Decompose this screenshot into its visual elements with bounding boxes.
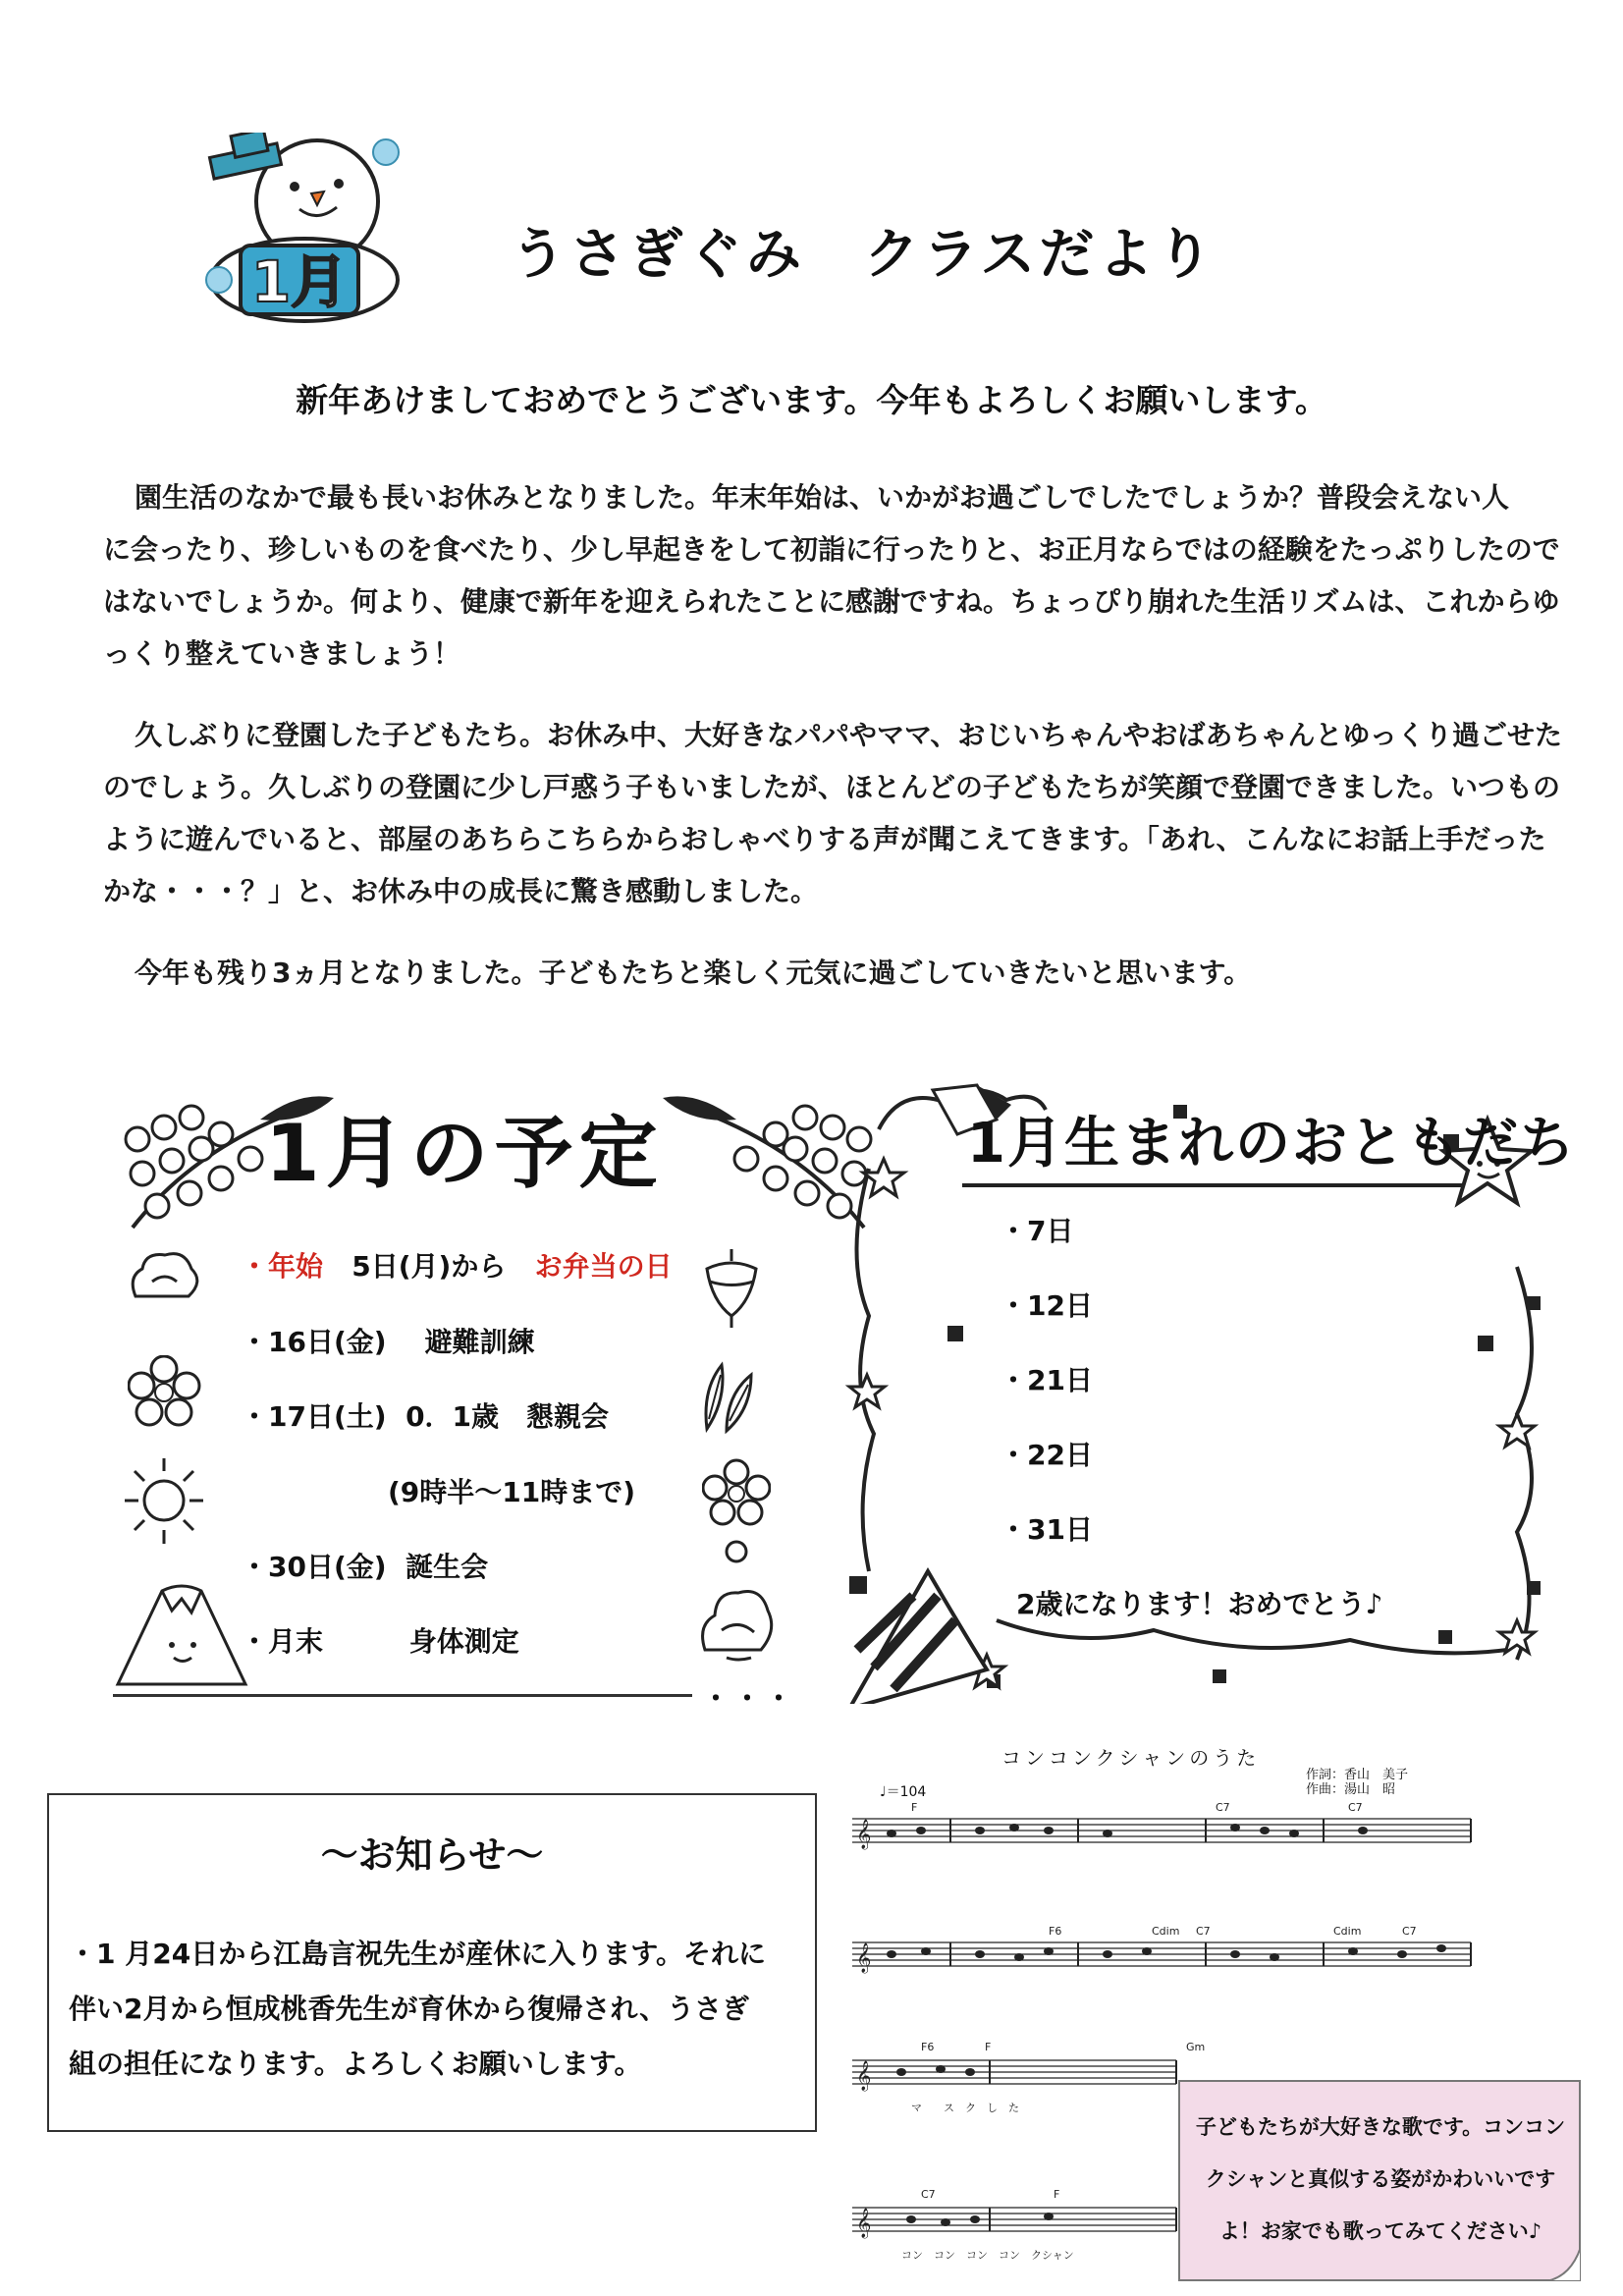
schedule-item-3-note: (9時半～11時まで) [388, 1476, 636, 1508]
schedule-item-5 [241, 1620, 519, 1660]
schedule-event: 0．1歳 懇親会 [406, 1400, 610, 1433]
chord-label: C7 [1402, 1925, 1417, 1938]
schedule-event: お弁当の日 [534, 1250, 673, 1283]
song-lyricist: 作詞：香山 美子 [1306, 1768, 1409, 1782]
chord-label: C7 [1348, 1801, 1363, 1814]
song-tempo: ♩＝104 [880, 1784, 927, 1800]
paragraph-1 [103, 471, 1560, 680]
song-composer: 作曲：湯山 昭 [1306, 1782, 1396, 1797]
pine-cloud-right-icon [697, 1581, 776, 1665]
chord-label: Cdim [1333, 1925, 1362, 1938]
svg-text:𝄞: 𝄞 [856, 1820, 872, 1849]
schedule-item-3 [241, 1395, 609, 1435]
chord-label: F6 [1049, 1925, 1062, 1938]
birthday-date-3: ・21日 [1000, 1364, 1093, 1396]
paragraph-3 [103, 947, 1546, 999]
song-title: コンコンクシャンのうた [1001, 1746, 1261, 1770]
schedule-bullet: ・ [241, 1551, 269, 1583]
paragraph-line: に会ったり、珍しいものを食べたり、少し早起きをして初詣に行ったりと、お正月ならではの経験をたっぷりしたので [103, 533, 1560, 566]
schedule-item-2 [241, 1321, 535, 1360]
mount-fuji-icon [113, 1571, 250, 1689]
chord-label: F [911, 1801, 918, 1814]
schedule-date: 5日(月)から [352, 1250, 507, 1283]
schedule-event: 身体測定 [408, 1625, 519, 1658]
paragraph-line: 今年も残り3ヵ月となりました。子どもたちと楽しく元気に過ごしていきたいと思います。 [135, 957, 1252, 989]
chord-label: F [1054, 2188, 1060, 2201]
page-curl-icon [1546, 2247, 1581, 2281]
schedule-event: 避難訓練 [424, 1326, 535, 1358]
page-title: うさぎぐみ クラスだより [511, 223, 1217, 287]
schedule-bullet: ・ [241, 1250, 269, 1283]
schedule-trailing-dots: ・・・ [702, 1682, 797, 1715]
schedule-date: 16日(金) [268, 1326, 387, 1358]
paragraph-line: かな・・・？」と、お休み中の成長に驚き感動しました。 [103, 875, 819, 907]
pine-cloud-icon [128, 1247, 201, 1306]
schedule-divider [113, 1694, 692, 1697]
plum-flower-small-icon [702, 1458, 771, 1566]
spinning-top-icon [702, 1247, 761, 1331]
notice-line: 組の担任になります。よろしくお願いします。 [69, 2048, 642, 2080]
notice-line: 伴い2月から恒成桃香先生が育休から復帰され、うさぎ [69, 1993, 750, 2025]
chord-label: F6 [921, 2041, 935, 2053]
song-note-line: クシャンと真似する姿がかわいいです [1205, 2167, 1556, 2191]
schedule-label: 年始 [268, 1250, 324, 1283]
birthday-title: 1月生まれのおともだち [967, 1112, 1577, 1175]
svg-text:𝄞: 𝄞 [856, 1943, 872, 1973]
plum-flower-icon [128, 1355, 201, 1429]
schedule-bullet: ・ [241, 1400, 269, 1433]
song-note-line: 子どもたちが大好きな歌です。コンコン [1195, 2115, 1566, 2139]
snowman-logo [201, 133, 407, 324]
paragraph-line: ように遊んでいると、部屋のあちらこちらからおしゃべりする声が聞こえてきます。「あれ、こんなにお話上手だった [103, 823, 1546, 855]
birthday-date-2: ・12日 [1000, 1289, 1093, 1322]
paragraph-line: 久しぶりに登園した子どもたち。お休み中、大好きなパパやママ、おじいちゃんやおばあちゃんとゆっくり過ごせた [135, 719, 1563, 751]
logo-month-text: 1月 [250, 248, 349, 315]
paragraph-line: のでしょう。久しぶりの登園に少し戸惑う子もいましたが、ほとんどの子どもたちが笑顔で登園できました。いつもの [103, 771, 1561, 803]
lyrics-line: マ ス ク し た [911, 2102, 1019, 2114]
song-note-text [1192, 2102, 1569, 2258]
paragraph-line: 園生活のなかで最も長いお休みとなりました。年末年始は、いかがお過ごしでしたでしょうか？普段会えない人 [135, 481, 1510, 514]
chord-label: C7 [921, 2188, 936, 2201]
bamboo-leaves-icon [697, 1360, 761, 1434]
chord-label: Gm [1186, 2041, 1206, 2053]
schedule-item-1 [241, 1245, 673, 1285]
chord-label: C7 [1196, 1925, 1211, 1938]
notice-text [69, 1927, 805, 2092]
schedule-event: 誕生会 [406, 1551, 489, 1583]
schedule-bullet: ・ [241, 1326, 269, 1358]
lyrics-line: コン コン コン コン クシャン [901, 2249, 1074, 2262]
chord-label: Cdim [1152, 1925, 1180, 1938]
chord-label: C7 [1216, 1801, 1230, 1814]
schedule-title: 1月の予定 [265, 1108, 664, 1199]
birthday-date-4: ・22日 [1000, 1439, 1093, 1471]
sun-icon [123, 1453, 206, 1547]
paragraph-line: っくり整えていきましょう！ [103, 637, 461, 670]
birthday-date-1: ・7日 [1000, 1215, 1074, 1247]
svg-text:𝄞: 𝄞 [856, 2061, 872, 2091]
birthday-title-underline [962, 1183, 1463, 1187]
svg-text:𝄞: 𝄞 [856, 2209, 872, 2238]
notice-title: ～お知らせ～ [320, 1833, 544, 1877]
schedule-date: 月末 [268, 1625, 324, 1658]
song-note-line: よ！お家でも歌ってみてください♪ [1218, 2219, 1542, 2243]
schedule-item-4 [241, 1546, 488, 1585]
schedule-date: 30日(金) [268, 1551, 387, 1583]
birthday-date-5: ・31日 [1000, 1513, 1093, 1546]
birthday-message: 2歳になります！おめでとう♪ [1016, 1588, 1383, 1620]
chord-label: F [985, 2041, 992, 2053]
paragraph-line: はないでしょうか。何より、健康で新年を迎えられたことに感謝ですね。ちょっぴり崩れた生活リズムは、これからゆ [103, 585, 1560, 618]
schedule-bullet: ・ [241, 1625, 269, 1658]
paragraph-2 [103, 709, 1563, 917]
new-year-greeting: 新年あけましておめでとうございます。今年もよろしくお願いします。 [296, 381, 1327, 419]
schedule-date: 17日(土) [268, 1400, 387, 1433]
notice-line: ・1 月24日から江島言祝先生が産休に入ります。それに [69, 1938, 766, 1970]
